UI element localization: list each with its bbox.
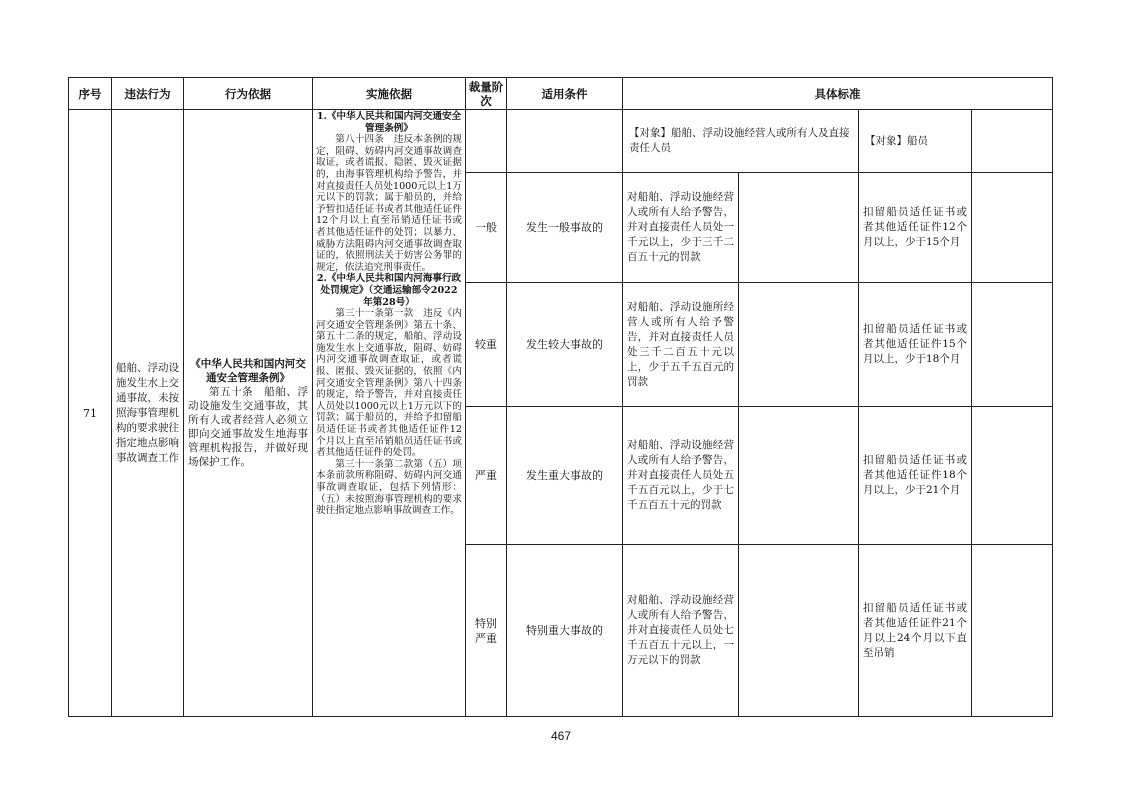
empty-cell (972, 283, 1053, 407)
level-standard-owner: 对船舶、浮动设施经营人或所有人给予警告，并对直接责任人员处五千五百元以上，少于七千五百五十元的罚款 (623, 407, 739, 545)
empty-cell (739, 545, 859, 717)
impl-title-2: 2.《中华人民共和国内河海事行政处罚规定》（交通运输部令2022年第28号） (316, 273, 462, 308)
level-standard-owner: 对船舶、浮动设施经营人或所有人给予警告，并对直接责任人员处一千元以上，少于三千二百五十元的罚款 (623, 173, 739, 283)
object-owner: 【对象】船舶、浮动设施经营人或所有人及直接责任人员 (623, 110, 859, 173)
level-name: 特别严重 (466, 545, 507, 717)
level-condition: 特别重大事故的 (507, 545, 623, 717)
header-discretion-level: 裁量阶次 (466, 78, 507, 110)
empty-cell (507, 110, 623, 173)
header-implementation-basis: 实施依据 (313, 78, 466, 110)
empty-cell (972, 407, 1053, 545)
level-name: 严重 (466, 407, 507, 545)
penalty-standard-table (68, 77, 1053, 717)
header-specific-standard: 具体标准 (623, 78, 1053, 110)
empty-cell (739, 283, 859, 407)
behavior-basis (184, 110, 313, 717)
level-standard-crew: 扣留船员适任证书或者其他适任证件21个月以上24个月以下直至吊销 (859, 545, 972, 717)
empty-cell (739, 173, 859, 283)
level-standard-crew: 扣留船员适任证书或者其他适任证件15个月以上，少于18个月 (859, 283, 972, 407)
level-condition: 发生较大事故的 (507, 283, 623, 407)
empty-cell (972, 173, 1053, 283)
page-number: 467 (550, 729, 572, 743)
header-behavior-basis: 行为依据 (184, 78, 313, 110)
header-applicable-condition: 适用条件 (507, 78, 623, 110)
level-standard-crew: 扣留船员适任证书或者其他适任证件18个月以上，少于21个月 (859, 407, 972, 545)
level-name: 一般 (466, 173, 507, 283)
empty-cell (466, 110, 507, 173)
row-seq: 71 (69, 110, 112, 717)
basis-title: 《中华人民共和国内河交通安全管理条例》 (190, 358, 306, 384)
empty-cell (739, 407, 859, 545)
object-crew: 【对象】船员 (859, 110, 972, 173)
impl-text-3: 第三十一条第二款第（五）项 本条前款所称阻碍、妨碍内河交通事故调查取证，包括下列情形：（五）未按照海事管理机构的要求驶往指定地点影响事故调查工作。 (316, 458, 472, 517)
level-name: 较重 (466, 283, 507, 407)
level-standard-owner: 对船舶、浮动设施所经营人或所有人给予警告，并对直接责任人员处三千二百五十元以上，少于五千五百元的罚款 (623, 283, 739, 407)
impl-text-2: 第三十一条第一款 违反《内河交通安全管理条例》第五十条、第五十二条的规定，船舶、浮动设施发生水上交通事故，阻碍、妨碍内河交通事故调查取证，或者谎报、匿报、毁灭证据的，依照《内河交通安全管理条例》第八十四条的规定，给予警告，并对直接责任人员处以1000元以上1万元以下的罚款；属于船员的，并给予扣留船员适任证书或者其他适任证件12个月以上直至吊销船员适任证书或者其他适任证件的处罚。 (316, 308, 462, 459)
level-condition: 发生一般事故的 (507, 173, 623, 283)
level-standard-owner: 对船舶、浮动设施经营人或所有人给予警告，并对直接责任人员处七千五百五十元以上，一万元以下的罚款 (623, 545, 739, 717)
level-standard-crew: 扣留船员适任证书或者其他适任证件12个月以上，少于15个月 (859, 173, 972, 283)
violation-text: 船舶、浮动设施发生水上交通事故，未按照海事管理机构的要求驶往指定地点影响事故调查工作 (112, 110, 184, 717)
level-condition: 发生重大事故的 (507, 407, 623, 545)
impl-title-1: 1.《中华人民共和国内河交通安全管理条例》 (316, 111, 462, 134)
impl-text-1: 第八十四条 违反本条例的规定，阻碍、妨碍内河交通事故调查取证，或者谎报、隐匿、毁灭证据的，由海事管理机构给予警告，并对直接责任人员处1000元以上1万元以下的罚款；属于船员的，并给予暂扣适任证书或者其他适任证件12个月以上直至吊销适任证书或者其他适任证件的处罚；以暴力、威胁方法阻碍内河交通事故调查取证的，依照刑法关于妨害公务罪的规定，依法追究刑事责任。 (316, 134, 462, 273)
empty-cell (972, 545, 1053, 717)
basis-text: 第五十条 船舶、浮动设施发生交通事故，其所有人或者经营人必须立即向交通事故发生地海事管理机构报告，并做好现场保护工作。 (188, 386, 308, 468)
implementation-basis (313, 110, 472, 717)
empty-cell (972, 110, 1053, 173)
header-violation: 违法行为 (112, 78, 184, 110)
header-seq: 序号 (69, 78, 112, 110)
